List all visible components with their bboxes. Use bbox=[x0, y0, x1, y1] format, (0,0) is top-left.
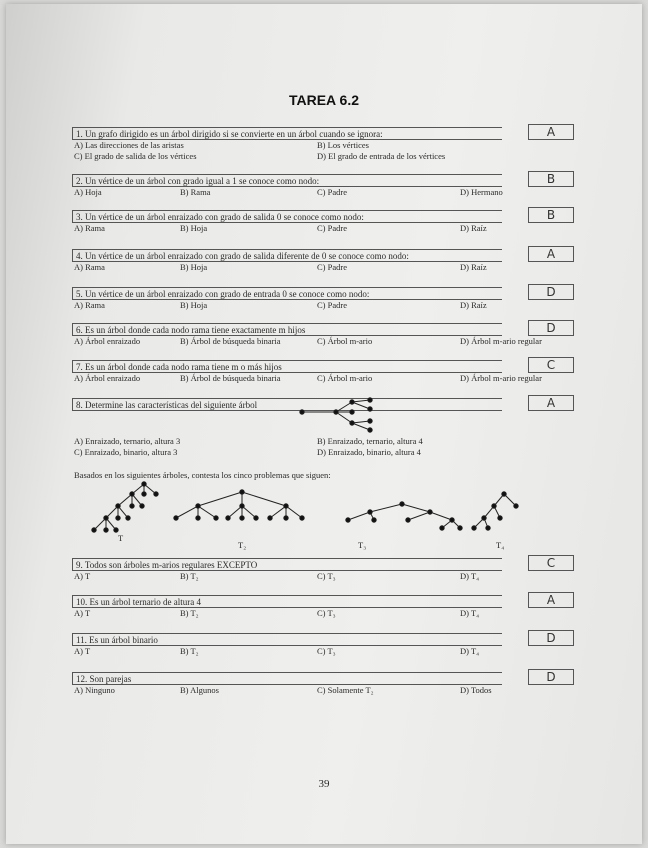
question-9-answer: C bbox=[528, 555, 574, 571]
question-1-option-b: B) Los vértices bbox=[317, 140, 369, 150]
question-8-options bbox=[72, 436, 574, 458]
question-7-option-c: C) Árbol m-ario bbox=[317, 373, 373, 383]
question-3-option-b: B) Hoja bbox=[180, 223, 208, 233]
question-4-option-b: B) Hoja bbox=[180, 262, 208, 272]
question-4-option-d: D) Raíz bbox=[460, 262, 487, 272]
question-2 bbox=[72, 174, 574, 198]
question-12 bbox=[72, 672, 574, 696]
question-12-option-c: C) Solamente T₂ bbox=[317, 685, 374, 695]
question-9-option-a: A) T bbox=[74, 571, 91, 581]
question-10-answer: A bbox=[528, 592, 574, 608]
question-2-answer: B bbox=[528, 171, 574, 187]
question-3 bbox=[72, 210, 574, 234]
question-12-option-b: B) Algunos bbox=[180, 685, 219, 695]
tree-t3 bbox=[346, 502, 462, 530]
question-7-option-d: D) Árbol m-ario regular bbox=[460, 373, 542, 383]
tree-t3-label: T₃ bbox=[358, 540, 367, 550]
question-4 bbox=[72, 249, 574, 273]
question-6-option-c: C) Árbol m-ario bbox=[317, 336, 373, 346]
question-10-text: 10. Es un árbol ternario de altura 4 bbox=[72, 595, 502, 608]
question-3-text: 3. Un vértice de un árbol enraizado con grado de salida 0 se conoce como nodo: bbox=[72, 210, 502, 223]
question-8-text: 8. Determine las características del siguiente árbol bbox=[72, 398, 502, 411]
question-4-option-c: C) Padre bbox=[317, 262, 347, 272]
question-10-option-d: D) T₄ bbox=[460, 608, 480, 618]
question-11-option-d: D) T₄ bbox=[460, 646, 480, 656]
question-5-option-d: D) Raíz bbox=[460, 300, 487, 310]
question-11-option-a: A) T bbox=[74, 646, 91, 656]
question-7-text: 7. Es un árbol donde cada nodo rama tiene m o más hijos bbox=[72, 360, 502, 373]
question-12-option-d: D) Todos bbox=[460, 685, 492, 695]
question-7 bbox=[72, 360, 574, 384]
question-1-answer: A bbox=[528, 124, 574, 140]
tree-t2-label: T₂ bbox=[238, 540, 247, 550]
question-6-answer: D bbox=[528, 320, 574, 336]
question-7-option-a: A) Árbol enraizado bbox=[74, 373, 141, 383]
question-1-option-c: C) El grado de salida de los vértices bbox=[74, 151, 197, 161]
question-3-option-a: A) Rama bbox=[74, 223, 105, 233]
question-9-option-b: B) T₂ bbox=[180, 571, 199, 581]
question-11 bbox=[72, 633, 574, 657]
question-8-option-c: C) Enraizado, binario, altura 3 bbox=[74, 447, 178, 457]
question-5-text: 5. Un vértice de un árbol enraizado con grado de entrada 0 se conoce como nodo: bbox=[72, 287, 502, 300]
question-9 bbox=[72, 558, 574, 582]
question-5-answer: D bbox=[528, 284, 574, 300]
question-1-option-d: D) El grado de entrada de los vértices bbox=[317, 151, 446, 161]
question-4-option-a: A) Rama bbox=[74, 262, 105, 272]
question-6-option-b: B) Árbol de búsqueda binaria bbox=[180, 336, 281, 346]
question-12-option-a: A) Ninguno bbox=[74, 685, 115, 695]
question-8-answer: A bbox=[528, 395, 574, 411]
question-7-answer: C bbox=[528, 357, 574, 373]
question-5-option-a: A) Rama bbox=[74, 300, 105, 310]
question-5-option-c: C) Padre bbox=[317, 300, 347, 310]
question-8-option-a: A) Enraizado, ternario, altura 3 bbox=[74, 436, 181, 446]
question-11-option-c: C) T₃ bbox=[317, 646, 336, 656]
tree-t2 bbox=[174, 490, 304, 520]
question-1-option-a: A) Las direcciones de las aristas bbox=[74, 140, 184, 150]
question-12-text: 12. Son parejas bbox=[72, 672, 502, 685]
question-6-option-a: A) Árbol enraizado bbox=[74, 336, 141, 346]
question-4-answer: A bbox=[528, 246, 574, 262]
question-9-option-c: C) T₃ bbox=[317, 571, 336, 581]
trees-intro-text: Basados en los siguientes árboles, contesta los cinco problemas que siguen: bbox=[74, 470, 331, 480]
question-5 bbox=[72, 287, 574, 311]
question-10-option-b: B) T₂ bbox=[180, 608, 199, 618]
question-12-answer: D bbox=[528, 669, 574, 685]
question-4-text: 4. Un vértice de un árbol enraizado con grado de salida diferente de 0 se conoce como nodo: bbox=[72, 249, 502, 262]
page-title: TAREA 6.2 bbox=[288, 92, 359, 108]
question-2-option-c: C) Padre bbox=[317, 187, 347, 197]
question-6-option-d: D) Árbol m-ario regular bbox=[460, 336, 542, 346]
question-6-text: 6. Es un árbol donde cada nodo rama tiene exactamente m hijos bbox=[72, 323, 502, 336]
tree-t1-label: T bbox=[118, 533, 124, 543]
question-8-option-d: D) Enraizado, binario, altura 4 bbox=[317, 447, 421, 457]
question-5-option-b: B) Hoja bbox=[180, 300, 208, 310]
question-10 bbox=[72, 595, 574, 619]
question-2-option-a: A) Hoja bbox=[74, 187, 102, 197]
question-11-answer: D bbox=[528, 630, 574, 646]
tree-t4-label: T₄ bbox=[496, 540, 505, 550]
question-3-option-d: D) Raíz bbox=[460, 223, 487, 233]
question-11-text: 11. Es un árbol binario bbox=[72, 633, 502, 646]
page-number: 39 bbox=[318, 778, 330, 790]
question-8-tree-diagram bbox=[290, 396, 410, 436]
question-1-text: 1. Un grafo dirigido es un árbol dirigido si se convierte en un árbol cuando se ignora: bbox=[72, 127, 502, 140]
tree-t1 bbox=[92, 482, 158, 532]
question-2-option-d: D) Hermano bbox=[460, 187, 503, 197]
question-10-option-c: C) T₃ bbox=[317, 608, 336, 618]
question-7-option-b: B) Árbol de búsqueda binaria bbox=[180, 373, 281, 383]
question-9-option-d: D) T₄ bbox=[460, 571, 480, 581]
question-2-option-b: B) Rama bbox=[180, 187, 211, 197]
tree-t4 bbox=[472, 492, 518, 530]
question-2-text: 2. Un vértice de un árbol con grado igual a 1 se conoce como nodo: bbox=[72, 174, 502, 187]
question-8-option-b: B) Enraizado, ternario, altura 4 bbox=[317, 436, 423, 446]
question-6 bbox=[72, 323, 574, 347]
question-9-text: 9. Todos son árboles m-arios regulares EXCEPTO bbox=[72, 558, 502, 571]
question-10-option-a: A) T bbox=[74, 608, 91, 618]
question-1 bbox=[72, 127, 574, 162]
trees-figure bbox=[74, 478, 544, 558]
question-3-answer: B bbox=[528, 207, 574, 223]
question-11-option-b: B) T₂ bbox=[180, 646, 199, 656]
question-3-option-c: C) Padre bbox=[317, 223, 347, 233]
